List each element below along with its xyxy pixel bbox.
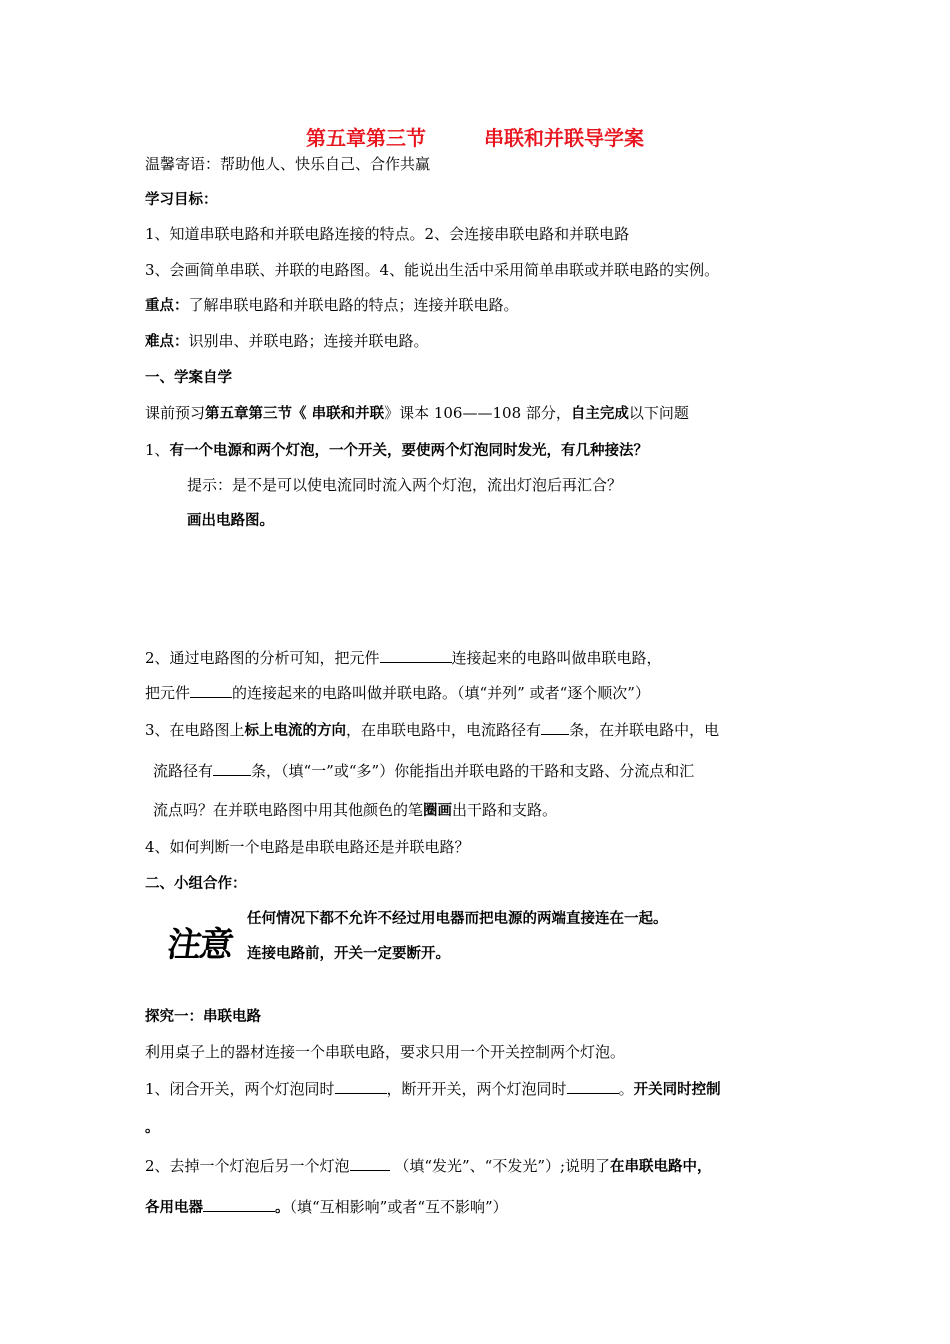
preview-line [145,403,689,424]
question-3-line-3 [153,800,557,821]
section-self-study: 一、学案自学 [145,370,232,386]
difficulty-point [145,331,429,352]
answer-blank[interactable] [335,1078,387,1094]
e1q2b-bold: 各用电器 [145,1200,203,1216]
notice-icon: 注意 [164,925,235,965]
e1q1-mid: ，断开开关，两个灯泡同时 [386,1080,567,1098]
e1q2b-post: （填“互相影响”或者“互不影响”） [289,1198,508,1216]
q3a-bold: 标上电流的方向 [244,723,347,739]
e1q1-bold: 开关同时控制 [633,1082,721,1098]
explore-1-question-2 [145,1155,712,1177]
q3a-post: 条，在并联电路中，电 [569,721,720,739]
answer-blank[interactable] [350,1155,390,1171]
e1q2b-dot: 。 [275,1200,290,1216]
title-chapter: 第五章第三节 [306,126,426,150]
answer-blank[interactable] [190,682,232,698]
q3c-post: 出干路和支路。 [452,801,558,819]
motto: 温馨寄语：帮助他人、快乐自己、合作共赢 [145,155,431,173]
notice-line-2: 连接电路前，开关一定要断开。 [247,946,450,962]
preview-a: 课前预习 [145,404,206,422]
question-3-line-1 [145,719,719,741]
question-4: 4、如何判断一个电路是串联电路还是并联电路？ [145,838,470,856]
q1-num: 1、 [145,441,170,459]
answer-blank[interactable] [213,760,251,776]
q3c-pre: 流点吗？在并联电路图中用其他颜色的笔 [153,801,424,819]
question-1 [145,440,648,461]
title-topic: 串联和并联导学案 [484,126,644,150]
q3b-post: 条，（填“一”或“多”）你能指出并联电路的干路和支路、分流点和汇 [251,762,695,780]
explore-1-question-1-end: 。 [145,1120,160,1136]
explore-1-intro: 利用桌子上的器材连接一个串联电路，要求只用一个开关控制两个灯泡。 [145,1043,626,1061]
answer-blank[interactable] [380,647,452,663]
explore-1-question-1 [145,1078,721,1100]
key-point [145,295,519,316]
hint: 提示：是不是可以使电流同时流入两个灯泡，流出灯泡后再汇合？ [187,476,623,494]
answer-blank[interactable] [541,719,569,735]
explore-1-heading: 探究一：串联电路 [145,1009,261,1025]
preview-e: 以下问题 [628,404,689,422]
answer-blank[interactable] [567,1078,619,1094]
page-title [0,122,950,151]
preview-b: 第五章第三节《 串联和并联 [205,406,385,422]
q3a-mid: ，在串联电路中，电流路径有 [346,721,542,739]
question-2-line-2 [145,682,650,703]
key-label: 重点： [145,298,189,314]
question-3-line-2 [153,760,694,781]
key-text: 了解串联电路和并联电路的特点；连接并联电路。 [188,296,519,314]
preview-c: 》课本 106——108 部分， [384,404,571,422]
q3b-pre: 流路径有 [153,762,214,780]
e1q1-pre: 1、闭合开关，两个灯泡同时 [145,1080,335,1098]
e1q2-pre: 2、去掉一个灯泡后另一个灯泡 [145,1157,350,1175]
explore-1-question-2-line-2 [145,1196,508,1218]
section-group-work: 二、小组合作： [145,876,247,892]
difficulty-label: 难点： [145,334,189,350]
question-2-line-1 [145,647,662,668]
draw-instruction: 画出电路图。 [187,513,274,529]
e1q2-bold: 在串联电路中， [610,1159,712,1175]
q3c-bold: 圈画 [423,803,453,819]
answer-blank[interactable] [203,1196,275,1212]
goals-heading: 学习目标： [145,192,218,208]
q2a-post: 连接起来的电路叫做串联电路， [451,649,662,667]
q2a-pre: 2、通过电路图的分析可知，把元件 [145,649,380,667]
e1q1-post: 。 [618,1080,634,1098]
e1q2-mid: （填“发光”、“不发光”）;说明了 [389,1157,611,1175]
q2b-post: 的连接起来的电路叫做并联电路。（填“并列” 或者“逐个顺次”） [232,684,650,702]
difficulty-text: 识别串、并联电路；连接并联电路。 [188,332,429,350]
q3a-pre: 3、在电路图上 [145,721,245,739]
goal-line-2: 3、会画简单串联、并联的电路图。4、能说出生活中采用简单串联或并联电路的实例。 [145,261,720,279]
q2b-pre: 把元件 [145,684,191,702]
notice-line-1: 任何情况下都不允许不经过用电器而把电源的两端直接连在一起。 [247,911,668,927]
preview-d: 自主完成 [570,406,629,422]
q1-text: 有一个电源和两个灯泡，一个开关，要使两个灯泡同时发光，有几种接法？ [169,443,649,459]
goal-line-1: 1、知道串联电路和并联电路连接的特点。2、会连接串联电路和并联电路 [145,225,630,243]
